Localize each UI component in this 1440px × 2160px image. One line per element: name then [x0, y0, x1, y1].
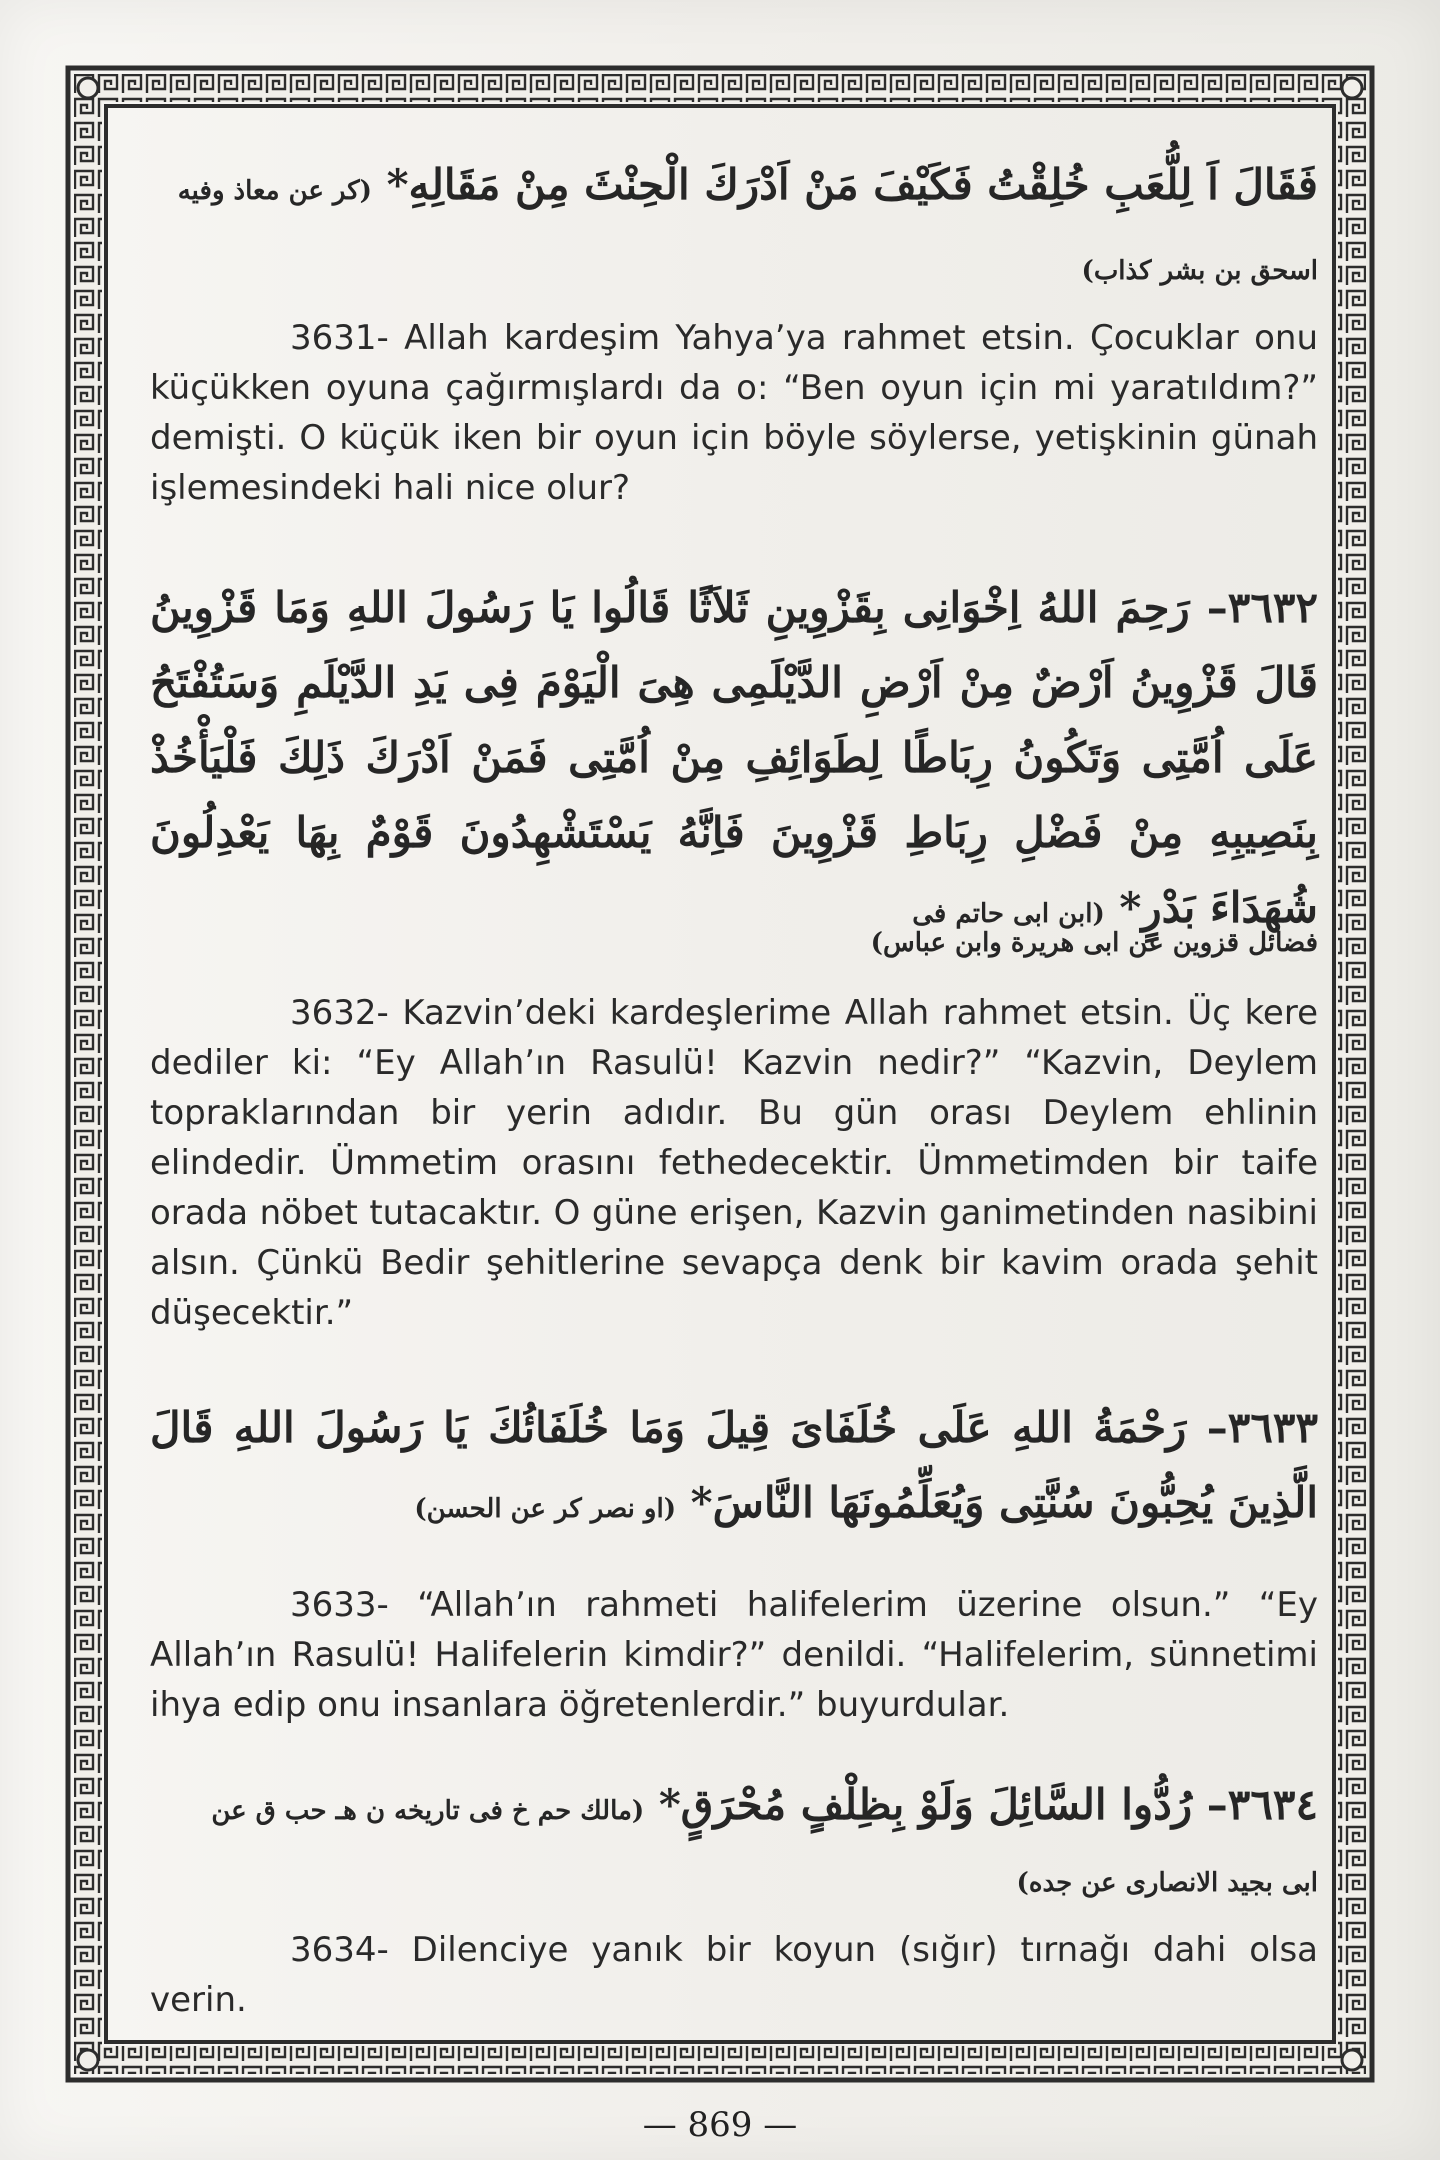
hadith-3633-translation: 3633- “Allah’ın rahmeti halifelerim üzerine olsun.” “Ey Allah’ın Rasulü! Halifelerin kimdir?” denildi. “Halifelerim, sünnetimi ihya edip onu insanlara öğretenlerdir.” buyurdular.: [150, 1585, 1318, 1725]
hadith-3631-arabic-text: فَقَالَ اَ لِلُّعَبِ خُلِقْتُ فَكَيْفَ مَنْ اَدْرَكَ الْحِنْثَ مِنْ مَقَالِهِ*: [386, 160, 1318, 209]
hadith-3632-arabic-text: ٣٦٣٢– رَحِمَ اللهُ اِخْوَانِى بِقَزْوِينِ ثَلاَثًا قَالُوا يَا رَسُولَ اللهِ وَمَا قَزْوِينُ قَالَ قَزْوِينُ اَرْضٌ مِنْ اَرْضِ الدَّيْلَمِى هِىَ الْيَوْمَ فِى يَدِ الدَّيْلَمِ وَسَتُفْتَحُ عَلَى اُمَّتِى وَتَكُونُ رِبَاطًا لِطَوَائِفِ مِنْ اُمَّتِى فَمَنْ اَدْرَكَ ذَلِكَ فَلْيَأْخُذْ بِنَصِيبِهِ مِنْ فَضْلِ رِبَاطِ قَزْوِينَ فَاِنَّهُ يَسْتَشْهِدُونَ قَوْمٌ بِهَا يَعْدِلُونَ شُهَدَاءَ بَدْرٍ*: [150, 583, 1318, 932]
hadith-3631-arabic: [150, 150, 1318, 226]
hadith-3632-translation: 3632- Kazvin’deki kardeşlerime Allah rahmet etsin. Üç kere dediler ki: “Ey Allah’ın Rasulü! Kazvin nedir?” “Kazvin, Deylem topraklarından bir yerin adıdır. Bu gün orası Deylem ehlinin elindedir. Ümmetim orasını fethedecektir. Ümmetimden bir taife orada nöbet tutacaktır. O güne erişen, Kazvin ganimetinden nasibini alsın. Çünkü Bedir şehitlerine sevapça denk bir kavim orada şehit düşecektir.”: [150, 993, 1318, 1333]
hadith-3632-source-inline: (ابن ابى حاتم فى: [912, 899, 1105, 929]
hadith-3634-translation: 3634- Dilenciye yanık bir koyun (sığır) tırnağı dahi olsa verin.: [150, 1930, 1318, 2020]
hadith-3632-arabic: [150, 570, 1318, 952]
hadith-3633-source-inline: (او نصر كر عن الحسن): [414, 1494, 677, 1524]
page-text-area: [150, 150, 1318, 2030]
hadith-3633-arabic-text: ٣٦٣٣– رَحْمَةُ اللهِ عَلَى خُلَفَاىَ قِيلَ وَمَا خُلَفَائُكَ يَا رَسُولَ اللهِ قَالَ الَّذِينَ يُحِبُّونَ سُنَّتِى وَيُعَلِّمُونَهَا النَّاسَ*: [150, 1403, 1318, 1527]
hadith-3633-arabic: [150, 1390, 1318, 1547]
hadith-3634-source: ابى بجيد الانصارى عن جده): [1016, 1868, 1318, 1898]
hadith-3631-translation: 3631- Allah kardeşim Yahya’ya rahmet etsin. Çocuklar onu küçükken oyuna çağırmışlardı da o: “Ben oyun için mi yaratıldım?” demişti. O küçük iken bir oyun için böyle söylerse, yetişkinin günah işlemesindeki hali nice olur?: [150, 318, 1318, 508]
hadith-3634-arabic-text: ٣٦٣٤– رُدُّوا السَّائِلَ وَلَوْ بِظِلْفٍ مُحْرَقٍ*: [658, 1780, 1318, 1829]
hadith-3632-source: فضائل قزوين عن ابى هريرة وابن عباس): [870, 928, 1318, 958]
hadith-3634-source-inline: (مالك حم خ فى تاريخه ن هـ حب ق عن: [211, 1796, 645, 1826]
hadith-3631-source-inline: (كر عن معاذ وفيه: [177, 176, 372, 206]
page-number: — 869 —: [642, 2105, 798, 2145]
hadith-3631-source: اسحق بن بشر كذاب): [1081, 256, 1318, 286]
hadith-3634-arabic: [150, 1770, 1318, 1846]
